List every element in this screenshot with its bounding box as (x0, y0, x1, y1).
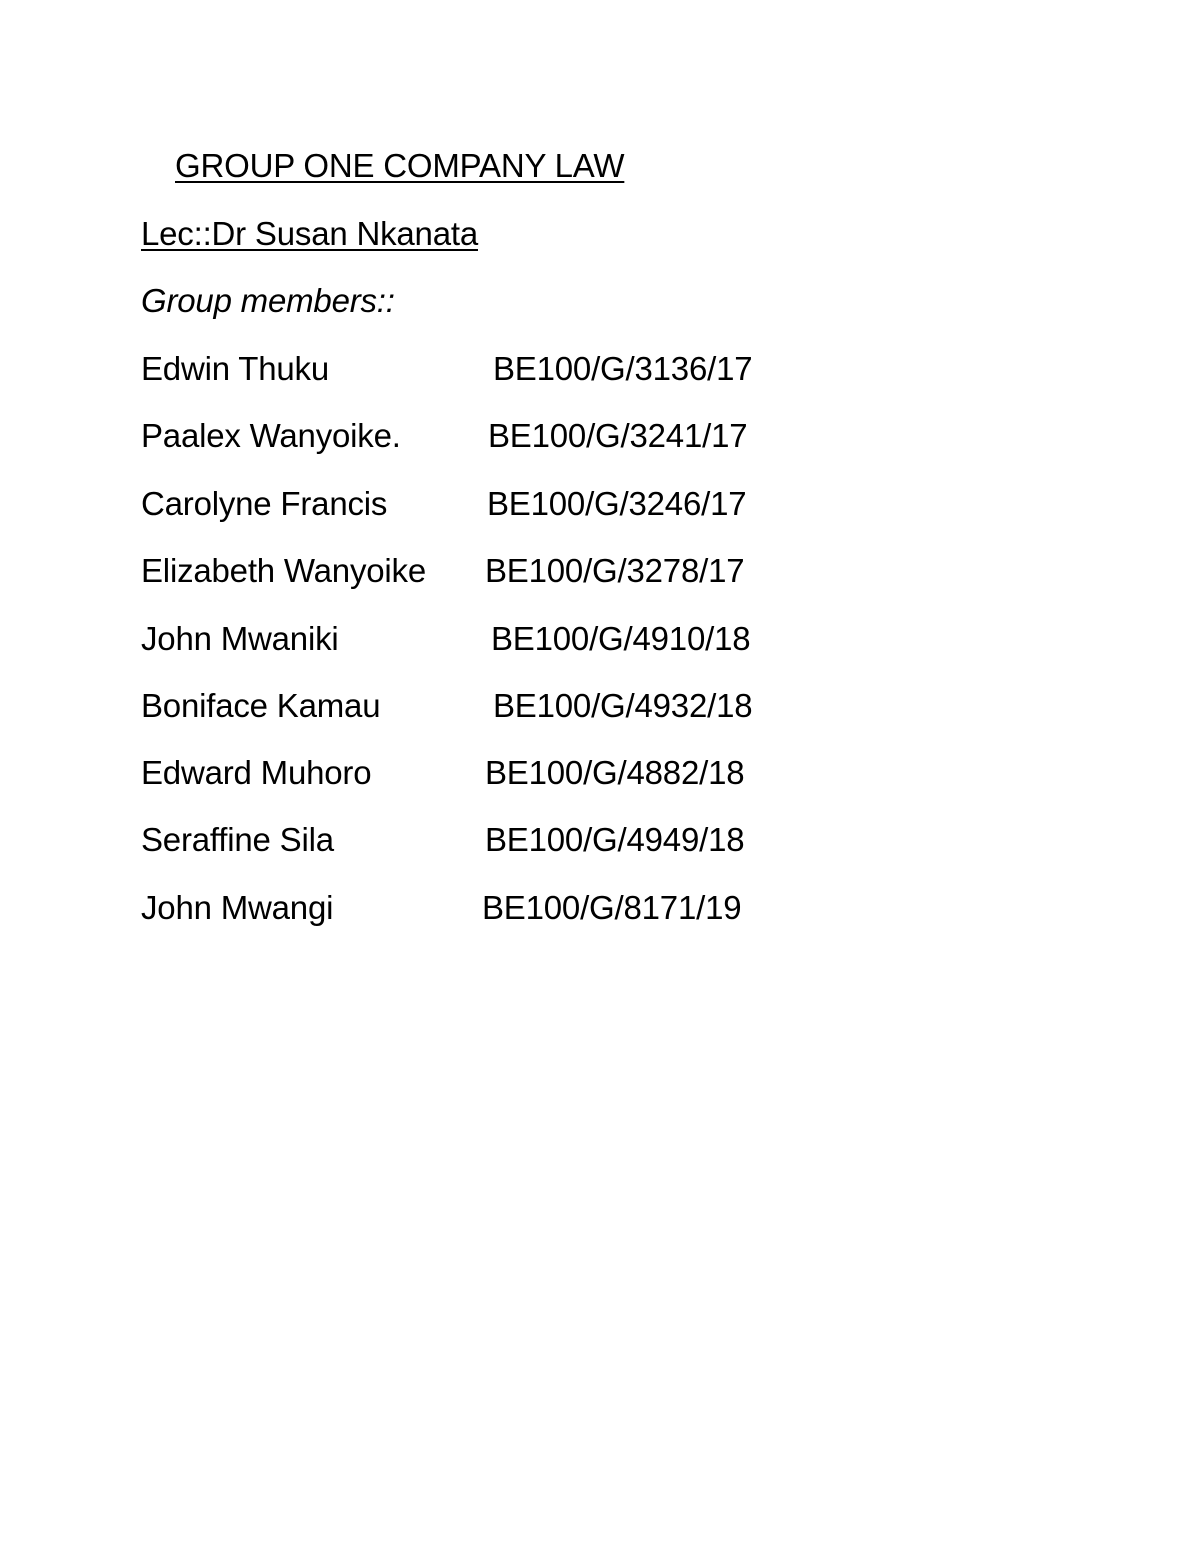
member-name: John Mwaniki (141, 620, 339, 657)
member-id: BE100/G/3136/17 (493, 350, 753, 387)
member-id: BE100/G/8171/19 (482, 889, 742, 926)
member-id: BE100/G/4949/18 (485, 821, 745, 858)
member-id: BE100/G/3246/17 (487, 485, 747, 522)
member-name: Paalex Wanyoike. (141, 417, 401, 454)
member-name: Edward Muhoro (141, 754, 372, 791)
member-id: BE100/G/4882/18 (485, 754, 745, 791)
member-name: John Mwangi (141, 889, 334, 926)
lecturer-line: Lec::Dr Susan Nkanata (141, 215, 478, 252)
member-id: BE100/G/3278/17 (485, 552, 745, 589)
member-name: Carolyne Francis (141, 485, 388, 522)
member-name: Edwin Thuku (141, 350, 329, 387)
member-id: BE100/G/4910/18 (491, 620, 751, 657)
member-name: Boniface Kamau (141, 687, 381, 724)
member-name: Seraffine Sila (141, 821, 334, 858)
group-members-heading: Group members:: (141, 282, 395, 319)
document-title: GROUP ONE COMPANY LAW (175, 147, 625, 184)
member-name: Elizabeth Wanyoike (141, 552, 426, 589)
member-id: BE100/G/4932/18 (493, 687, 753, 724)
member-id: BE100/G/3241/17 (488, 417, 748, 454)
